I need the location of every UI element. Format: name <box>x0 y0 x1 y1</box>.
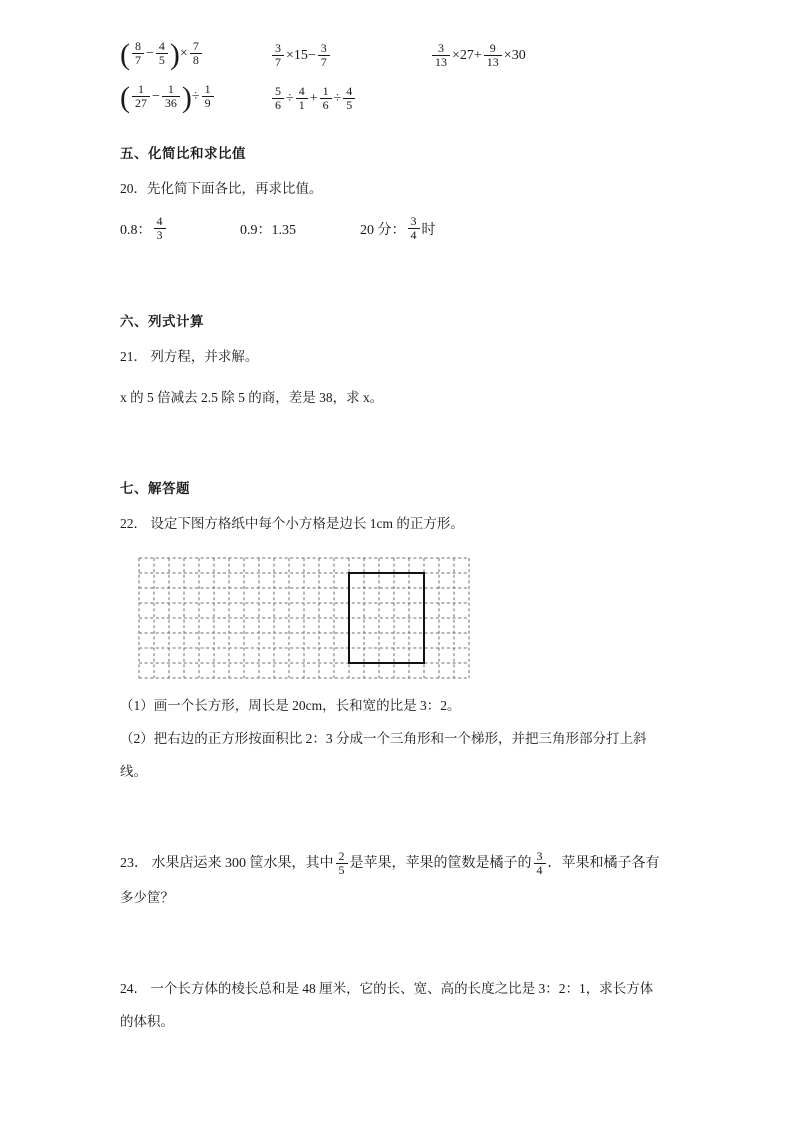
fraction: $\frac{4}{5}$ <box>343 85 355 111</box>
calc-row-1 <box>120 38 680 72</box>
fraction: $\frac{2}{5}$ <box>336 850 348 876</box>
operator-text: ×27+ <box>452 48 482 64</box>
fraction: $\frac{3}{13}$ <box>432 42 450 68</box>
question-22-part-2: （2）把右边的正方形按面积比 2：3 分成一个三角形和一个梯形，并把三角形部分打上斜 <box>120 731 647 747</box>
spacer <box>120 791 680 849</box>
spacer <box>120 417 680 447</box>
fraction: $\frac{4}{5}$ <box>156 40 168 66</box>
question-22-part-1: （1）画一个长方形，周长是 20cm，长和宽的比是 3：2。 <box>120 698 461 714</box>
fraction: $\frac{1}{27}$ <box>132 83 150 109</box>
question-21-body: x 的 5 倍减去 2.5 除 5 的商，差是 38，求 x。 <box>120 389 384 405</box>
question-20: 20．先化简下面各比，再求比值。 <box>120 181 323 197</box>
question-23-cont: 多少筐？ <box>120 890 174 906</box>
fraction: $\frac{9}{13}$ <box>484 42 502 68</box>
question-24-cont: 的体积。 <box>120 1014 174 1030</box>
calc-row-2 <box>120 81 680 115</box>
fraction: $\frac{3}{4}$ <box>408 215 420 241</box>
question-21: 21． 列方程，并求解。 <box>120 349 259 365</box>
ratio-item-1 <box>120 216 240 242</box>
operator-text: ×30 <box>503 48 526 64</box>
ratio-item-3 <box>360 216 520 242</box>
calc-item-3 <box>430 40 630 69</box>
q23-text-c: ．苹果和橘子各有 <box>547 856 660 872</box>
fraction: $\frac{8}{7}$ <box>132 40 144 66</box>
question-22: 22． 设定下图方格纸中每个小方格是边长 1cm 的正方形。 <box>120 515 464 531</box>
fraction: $\frac{1}{36}$ <box>162 83 180 109</box>
question-24: 24． 一个长方体的棱长总和是 48 厘米，它的长、宽、高的长度之比是 3：2：1，求长方体 <box>120 981 654 997</box>
q23-text-a: 23． 水果店运来 300 筐水果，其中 <box>120 856 334 872</box>
fraction: $\frac{7}{8}$ <box>190 40 202 66</box>
ratio-left: 20 分： <box>360 223 406 239</box>
calc-item-2 <box>270 40 430 69</box>
operator-text: ×15− <box>286 48 316 64</box>
calc-item-4: ( $\frac{1}{27}$ − $\frac{1}{36}$ ) ÷ $\frac{1}{9}$ <box>120 84 270 111</box>
operator-divide: ÷ <box>333 91 342 107</box>
fraction: $\frac{3}{7}$ <box>272 42 284 68</box>
question-22-part-2-cont: 线。 <box>120 764 147 780</box>
fraction: $\frac{1}{9}$ <box>202 83 214 109</box>
question-23 <box>120 849 680 878</box>
fraction: $\frac{4}{3}$ <box>154 215 166 241</box>
fraction: $\frac{3}{4}$ <box>534 850 546 876</box>
calc-item-1: ( $\frac{8}{7}$ − $\frac{4}{5}$ ) × $\frac{7}{8}$ <box>120 41 270 68</box>
ratio-item-2 <box>240 219 360 239</box>
spacer <box>120 917 680 975</box>
section-heading-seven: 七、解答题 <box>120 480 190 496</box>
worksheet-content <box>120 40 680 1041</box>
ratio-text: 0.9：1.35 <box>240 223 296 239</box>
operator-divide: ÷ <box>286 91 294 107</box>
ratio-row <box>120 216 680 242</box>
fraction: $\frac{1}{6}$ <box>320 85 332 111</box>
calc-item-5 <box>270 83 430 112</box>
grid-paper-figure <box>134 554 474 682</box>
section-heading-six: 六、列式计算 <box>120 314 204 330</box>
operator-minus: − <box>152 89 160 105</box>
spacer <box>120 250 680 280</box>
operator-plus: + <box>309 91 318 107</box>
ratio-left: 0.8： <box>120 223 152 239</box>
operator-minus: − <box>146 46 154 62</box>
fraction: $\frac{4}{1}$ <box>296 85 308 111</box>
q23-text-b: 是苹果，苹果的筐数是橘子的 <box>349 856 532 872</box>
section-heading-five: 五、化简比和求比值 <box>120 146 246 162</box>
fraction: $\frac{5}{6}$ <box>272 85 284 111</box>
fraction: $\frac{3}{7}$ <box>318 42 330 68</box>
ratio-right: 时 <box>421 223 436 239</box>
operator-times: × <box>179 46 188 62</box>
operator-divide: ÷ <box>191 89 200 105</box>
